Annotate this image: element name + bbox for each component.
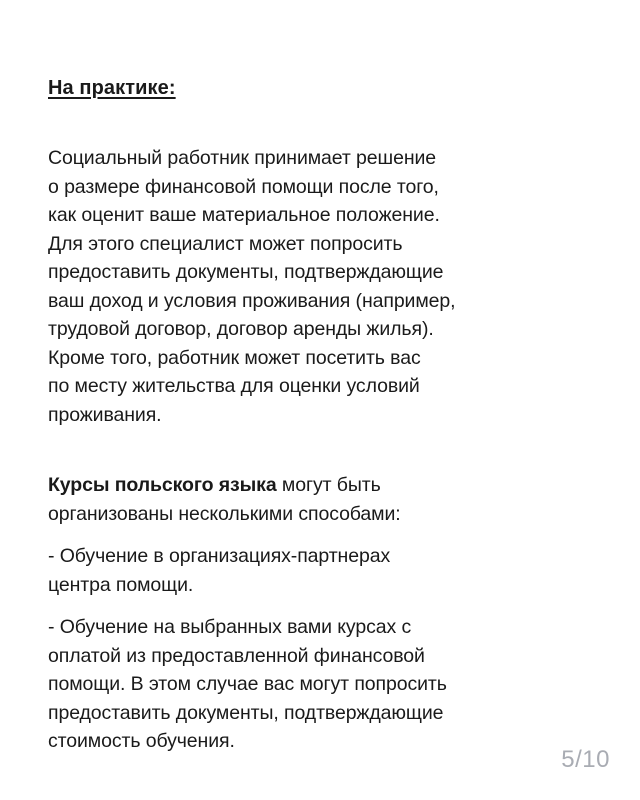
slide-content xyxy=(48,74,608,756)
practice-paragraph: Социальный работник принимает решение о размере финансовой помощи после того, как оценит ваше материальное положение. Для этого специалист может попросить предоставить документы, подтверждающие ваш доход и условия проживания (например, трудовой договор, договор аренды жилья). Кроме того, работник может посетить вас по месту жительства для оценки условий проживания. xyxy=(48,147,456,426)
language-courses-title: Курсы польского языка xyxy=(48,474,277,496)
section-heading: На практике: xyxy=(48,77,176,99)
language-courses-text: могут быть организованы несколькими способами: xyxy=(48,474,401,525)
list-item-partner-organizations: - Обучение в организациях-партнерах центра помощи. xyxy=(48,545,391,596)
language-courses-paragraph xyxy=(48,471,608,528)
list-item-chosen-courses: - Обучение на выбранных вами курсах с оплатой из предоставленной финансовой помощи. В этом случае вас могут попросить предоставить документы, подтверждающие стоимость обучения. xyxy=(48,616,447,752)
page-counter: 5/10 xyxy=(561,746,610,773)
